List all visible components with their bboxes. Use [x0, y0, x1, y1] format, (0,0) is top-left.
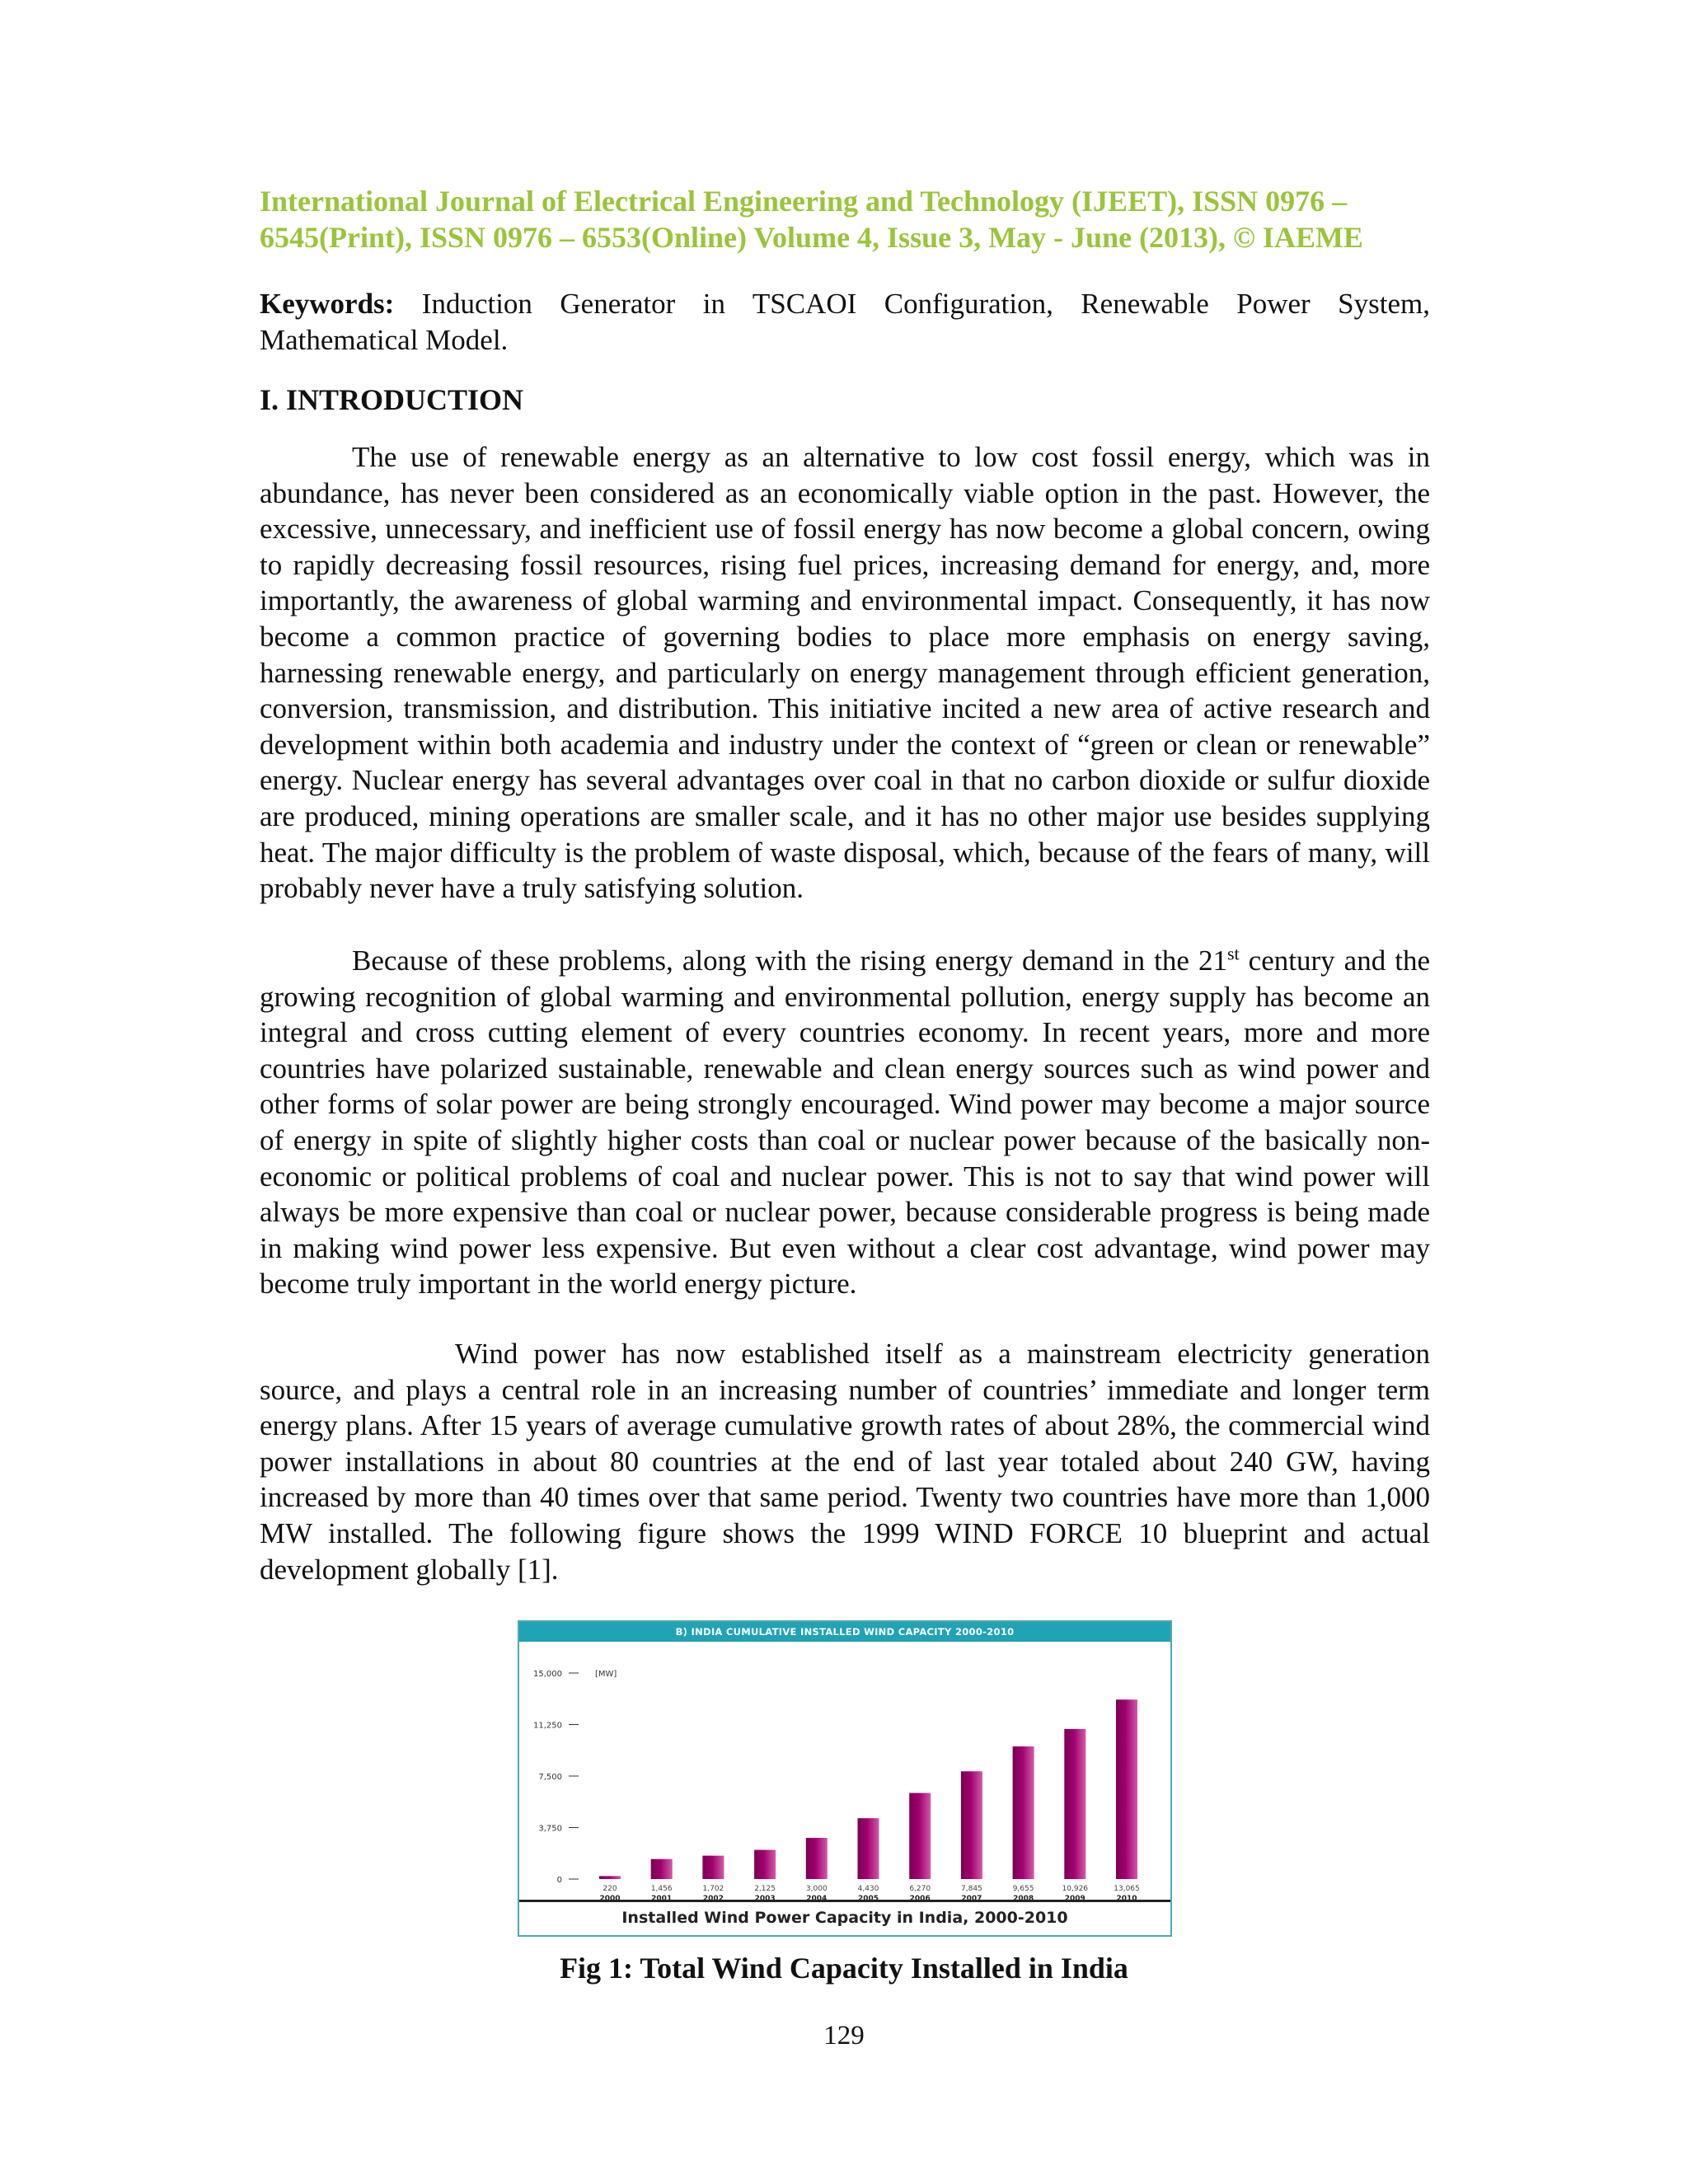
x-tick-label: 2003 — [754, 1895, 776, 1903]
y-tick-label: 15,000 — [533, 1670, 562, 1679]
section-heading: I. INTRODUCTION — [260, 383, 524, 416]
paragraph-1-text: The use of renewable energy as an alternative to low cost fossil energy, which was in abundance, has never been considered as an economically viable option in the past. However, the excessive, unnecessary, and inefficient use of fossil energy has now become a global concern, owing to rapidly decreasing fossil resources, rising fuel prices, increasing demand for energy, and, more importantly, the awareness of global warming and environmental impact. Consequently, it has now become a common practice of governing bodies to place more emphasis on energy saving, harnessing renewable energy, and particularly on energy management through efficient generation, conversion, transmission, and distribution. This initiative incited a new area of active research and development within both academia and industry under the context of “green or clean or renewable” energy. Nuclear energy has several advantages over coal in that no carbon dioxide or sulfur dioxide are produced, mining operations are smaller scale, and it has no other major use besides supplying heat. The major difficulty is the problem of waste disposal, which, because of the fears of many, will probably never have a truly satisfying solution. — [260, 441, 1430, 905]
bar-value-label: 220 — [603, 1885, 617, 1893]
x-tick-label: 2002 — [702, 1895, 724, 1903]
bar-value-label: 6,270 — [909, 1885, 931, 1893]
journal-header — [260, 183, 1430, 255]
y-axis-unit-label: [MW] — [595, 1670, 617, 1679]
bar-2006 — [909, 1793, 931, 1880]
x-tick-label: 2001 — [651, 1895, 673, 1903]
x-tick-label: 2010 — [1116, 1895, 1137, 1903]
bar-value-label: 7,845 — [961, 1885, 982, 1893]
bar-value-label: 3,000 — [805, 1885, 828, 1893]
paragraph-1 — [260, 439, 1430, 907]
chart-subtitle: Installed Wind Power Capacity in India, 2000-2010 — [519, 1900, 1170, 1935]
x-tick-label: 2008 — [1013, 1895, 1034, 1903]
keywords-text: Induction Generator in TSCAOI Configuration, Renewable Power System, Mathematical Model. — [260, 288, 1430, 356]
bar-2001 — [651, 1859, 673, 1879]
bar-value-label: 13,065 — [1114, 1885, 1140, 1893]
bar-value-label: 1,702 — [702, 1885, 724, 1893]
bar-value-label: 1,456 — [650, 1885, 673, 1893]
figure-caption: Fig 1: Total Wind Capacity Installed in India — [560, 1952, 1128, 1985]
bar-2000 — [599, 1876, 621, 1879]
paragraph-3 — [260, 1336, 1430, 1587]
journal-header-line-1: International Journal of Electrical Engineering and Technology (IJEET), ISSN 0976 – — [260, 185, 1348, 218]
keywords-label: Keywords: — [260, 288, 395, 320]
bar-2009 — [1064, 1729, 1085, 1879]
x-tick-label: 2004 — [806, 1895, 828, 1903]
x-tick-label: 2009 — [1064, 1895, 1085, 1903]
y-tick-label: 11,250 — [533, 1721, 562, 1731]
paragraph-2-text-start: Because of these problems, along with the rising energy demand in the 21 — [352, 944, 1227, 977]
bar-2004 — [806, 1838, 828, 1879]
bar-value-label: 10,926 — [1062, 1885, 1089, 1893]
bar-2010 — [1116, 1699, 1137, 1879]
paragraph-2-superscript: st — [1226, 943, 1240, 964]
bar-2007 — [961, 1771, 982, 1879]
bar-2002 — [702, 1856, 724, 1879]
paragraph-2 — [260, 943, 1430, 1302]
bar-value-label: 4,430 — [857, 1885, 879, 1893]
y-tick-label: 0 — [556, 1876, 562, 1885]
bar-2003 — [754, 1850, 776, 1879]
y-tick-label: 3,750 — [538, 1824, 562, 1834]
x-tick-label: 2000 — [599, 1895, 621, 1903]
x-tick-label: 2006 — [909, 1895, 931, 1903]
x-tick-label: 2005 — [857, 1895, 879, 1903]
y-tick-label: 7,500 — [538, 1773, 562, 1782]
bar-chart — [519, 1642, 1170, 1905]
bar-2008 — [1013, 1746, 1034, 1879]
bar-2005 — [858, 1818, 879, 1879]
bar-value-label: 2,125 — [754, 1885, 776, 1893]
x-tick-label: 2007 — [961, 1895, 982, 1903]
journal-header-line-2: 6545(Print), ISSN 0976 – 6553(Online) Volume 4, Issue 3, May - June (2013), © IAEME — [260, 221, 1363, 254]
figure-chart — [518, 1620, 1172, 1937]
page-number: 129 — [823, 2021, 865, 2050]
paragraph-2-text-end: century and the growing recognition of global warming and environmental pollution, energy supply has become an integral and cross cutting element of every countries economy. In recent years, more and more countries have polarized sustainable, renewable and clean energy sources such as wind power and other forms of solar power are being strongly encouraged. Wind power may become a major source of energy in spite of slightly higher costs than coal or nuclear power because of the basically non-economic or political problems of coal and nuclear power. This is not to say that wind power will always be more expensive than coal or nuclear power, because considerable progress is being made in making wind power less expensive. But even without a clear cost advantage, wind power may become truly important in the world energy picture. — [260, 944, 1430, 1301]
bar-value-label: 9,655 — [1012, 1885, 1034, 1893]
keywords — [260, 286, 1430, 359]
paragraph-3-text: Wind power has now established itself as a mainstream electricity generation source, and plays a central role in an increasing number of countries’ immediate and longer term energy plans. After 15 years of average cumulative growth rates of about 28%, the commercial wind power installations in about 80 countries at the end of last year totaled about 240 GW, having increased by more than 40 times over that same period. Twenty two countries have more than 1,000 MW installed. The following figure shows the 1999 WIND FORCE 10 blueprint and actual development globally [1]. — [260, 1338, 1430, 1586]
chart-title: B) INDIA CUMULATIVE INSTALLED WIND CAPACITY 2000-2010 — [519, 1622, 1170, 1642]
